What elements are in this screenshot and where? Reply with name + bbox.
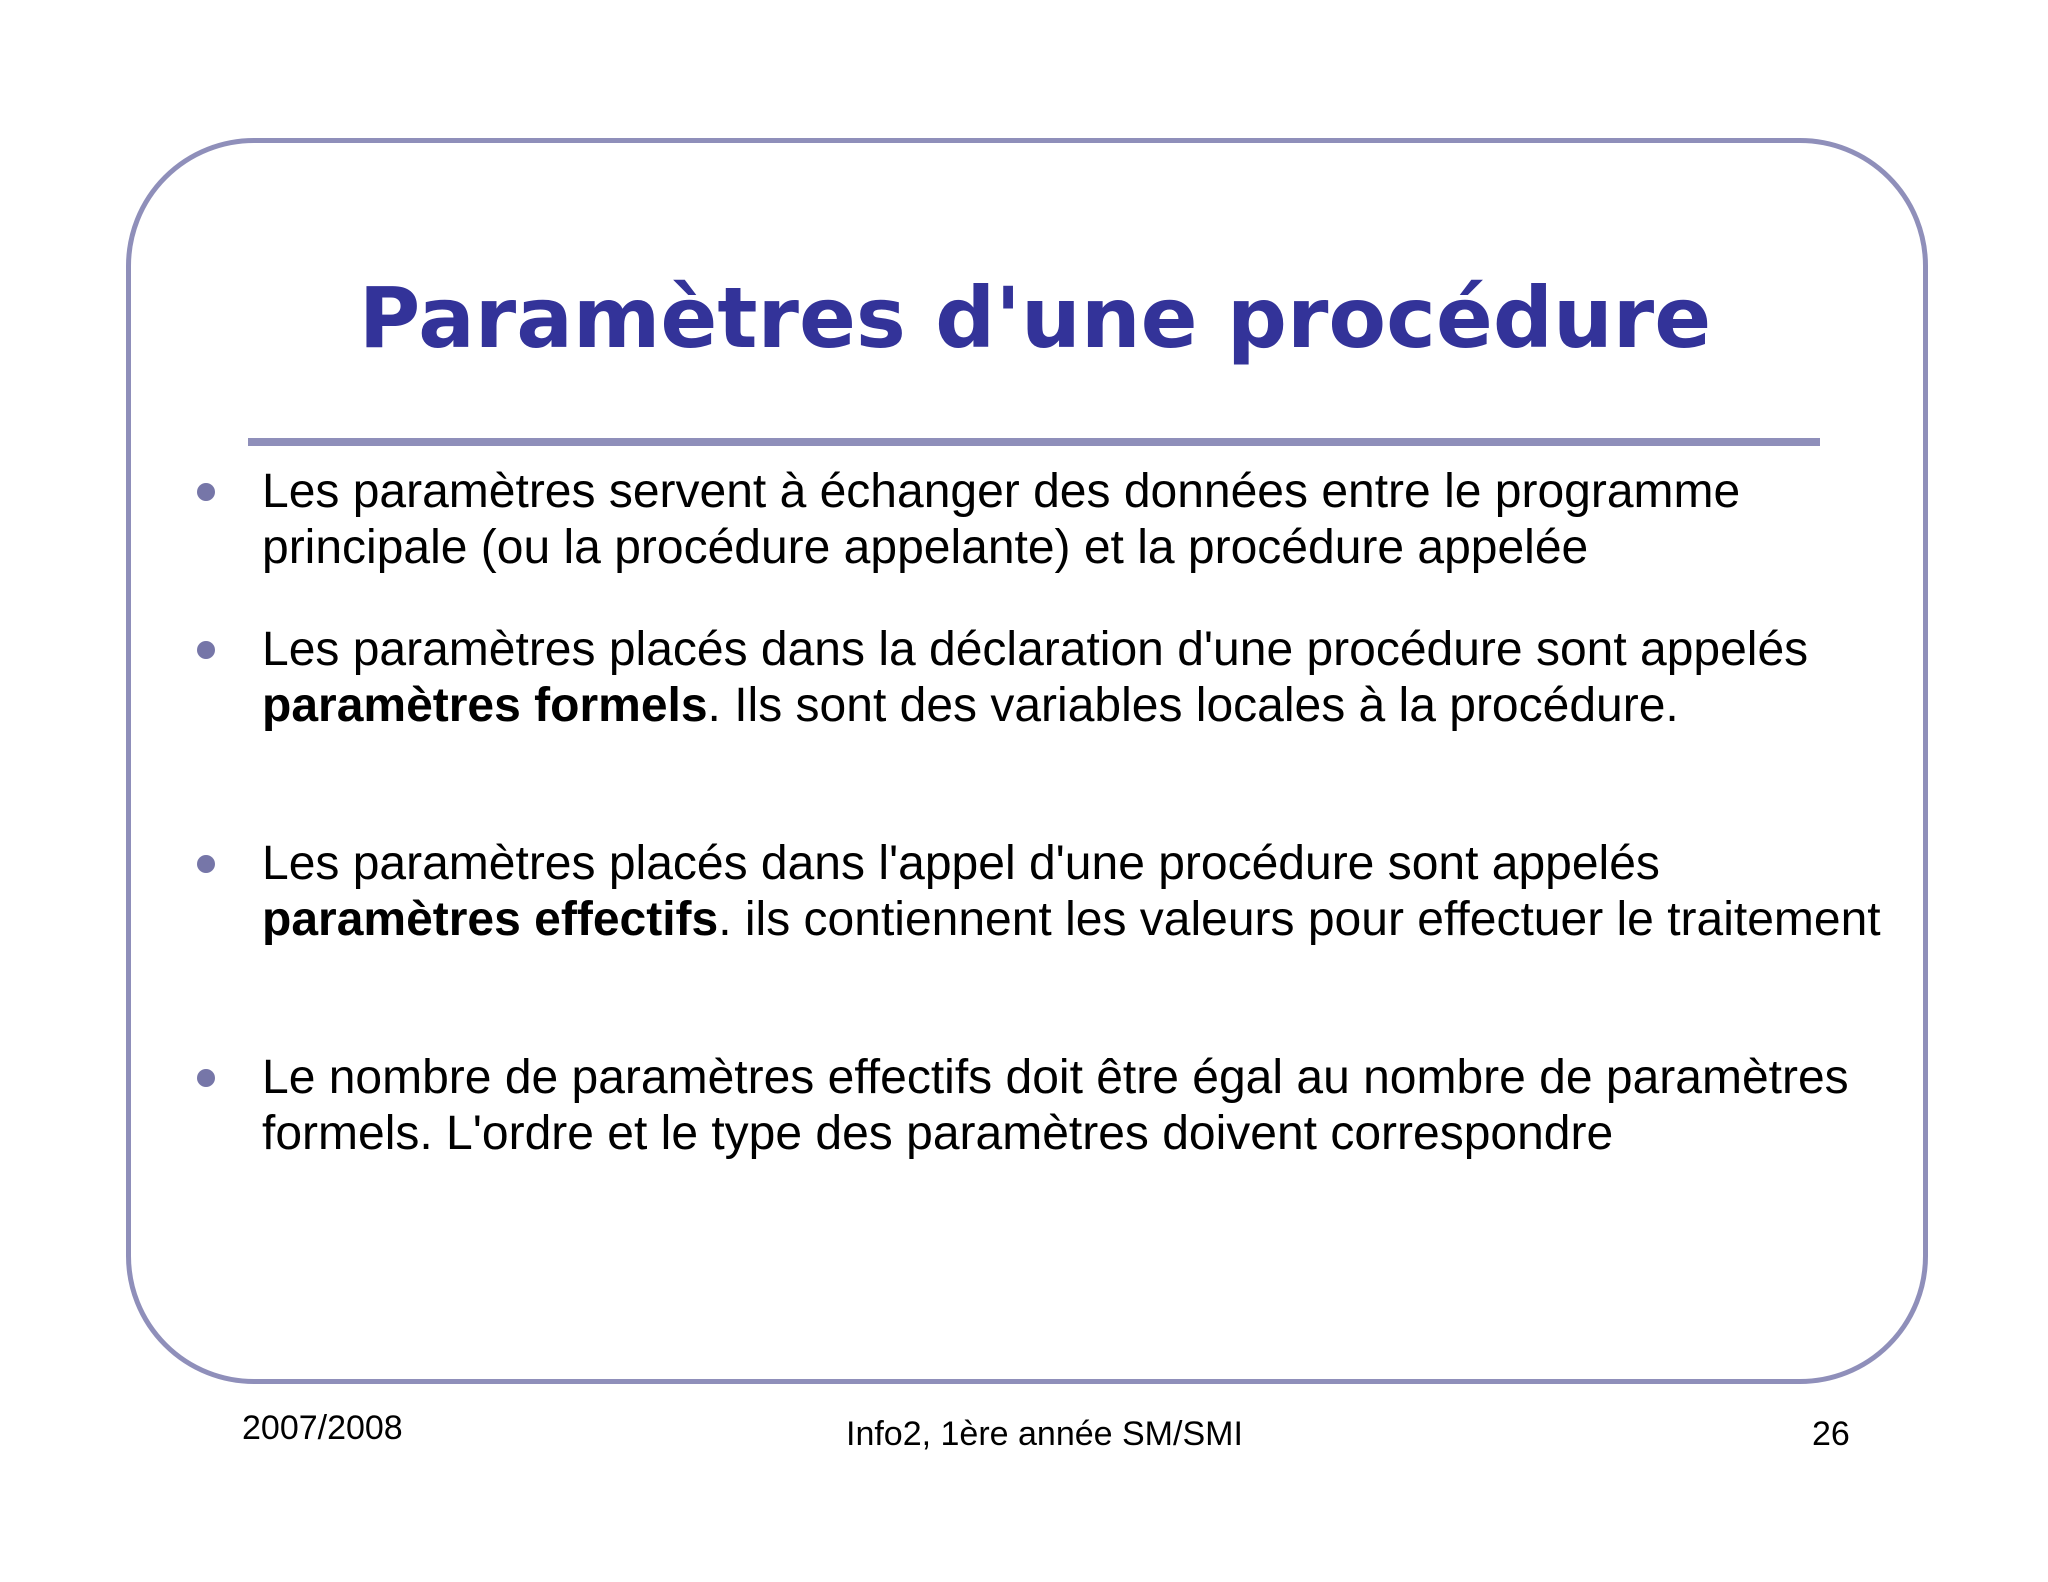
- bullet-dot-icon: [197, 1069, 215, 1087]
- bullet-dot-icon: [197, 855, 215, 873]
- bullet-text: Les paramètres placés dans l'appel d'une procédure sont appelés: [262, 837, 1660, 890]
- bullet-bold-term: paramètres formels: [262, 679, 708, 732]
- bullet-text-continuation: . Ils sont des variables locales à la procédure.: [707, 679, 1679, 732]
- bullet-text: Le nombre de paramètres effectifs doit être égal au nombre de paramètres formels. L'ordre et le type des paramètres doivent correspondre: [262, 1051, 1849, 1160]
- bullet-dot-icon: [197, 483, 215, 501]
- title-divider: [248, 438, 1820, 446]
- bullet-text: Les paramètres servent à échanger des données entre le programme principale (ou la procédure appelante) et la procédure appelée: [262, 465, 1741, 574]
- bullet-bold-term: paramètres effectifs: [262, 893, 719, 946]
- footer-year: 2007/2008: [242, 1409, 403, 1447]
- bullet-item-3: [262, 836, 1882, 948]
- bullet-item-1: [262, 464, 1882, 576]
- footer-course: Info2, 1ère année SM/SMI: [846, 1415, 1243, 1453]
- footer-page-number: 26: [1812, 1415, 1850, 1453]
- bullet-dot-icon: [197, 641, 215, 659]
- bullet-item-2: [262, 622, 1882, 734]
- bullet-text: Les paramètres placés dans la déclaration d'une procédure sont appelés: [262, 623, 1809, 676]
- bullet-text-continuation: . ils contiennent les valeurs pour effectuer le traitement: [718, 893, 1881, 946]
- bullet-item-4: [262, 1050, 1882, 1162]
- slide-title: Paramètres d'une procédure: [358, 269, 1712, 367]
